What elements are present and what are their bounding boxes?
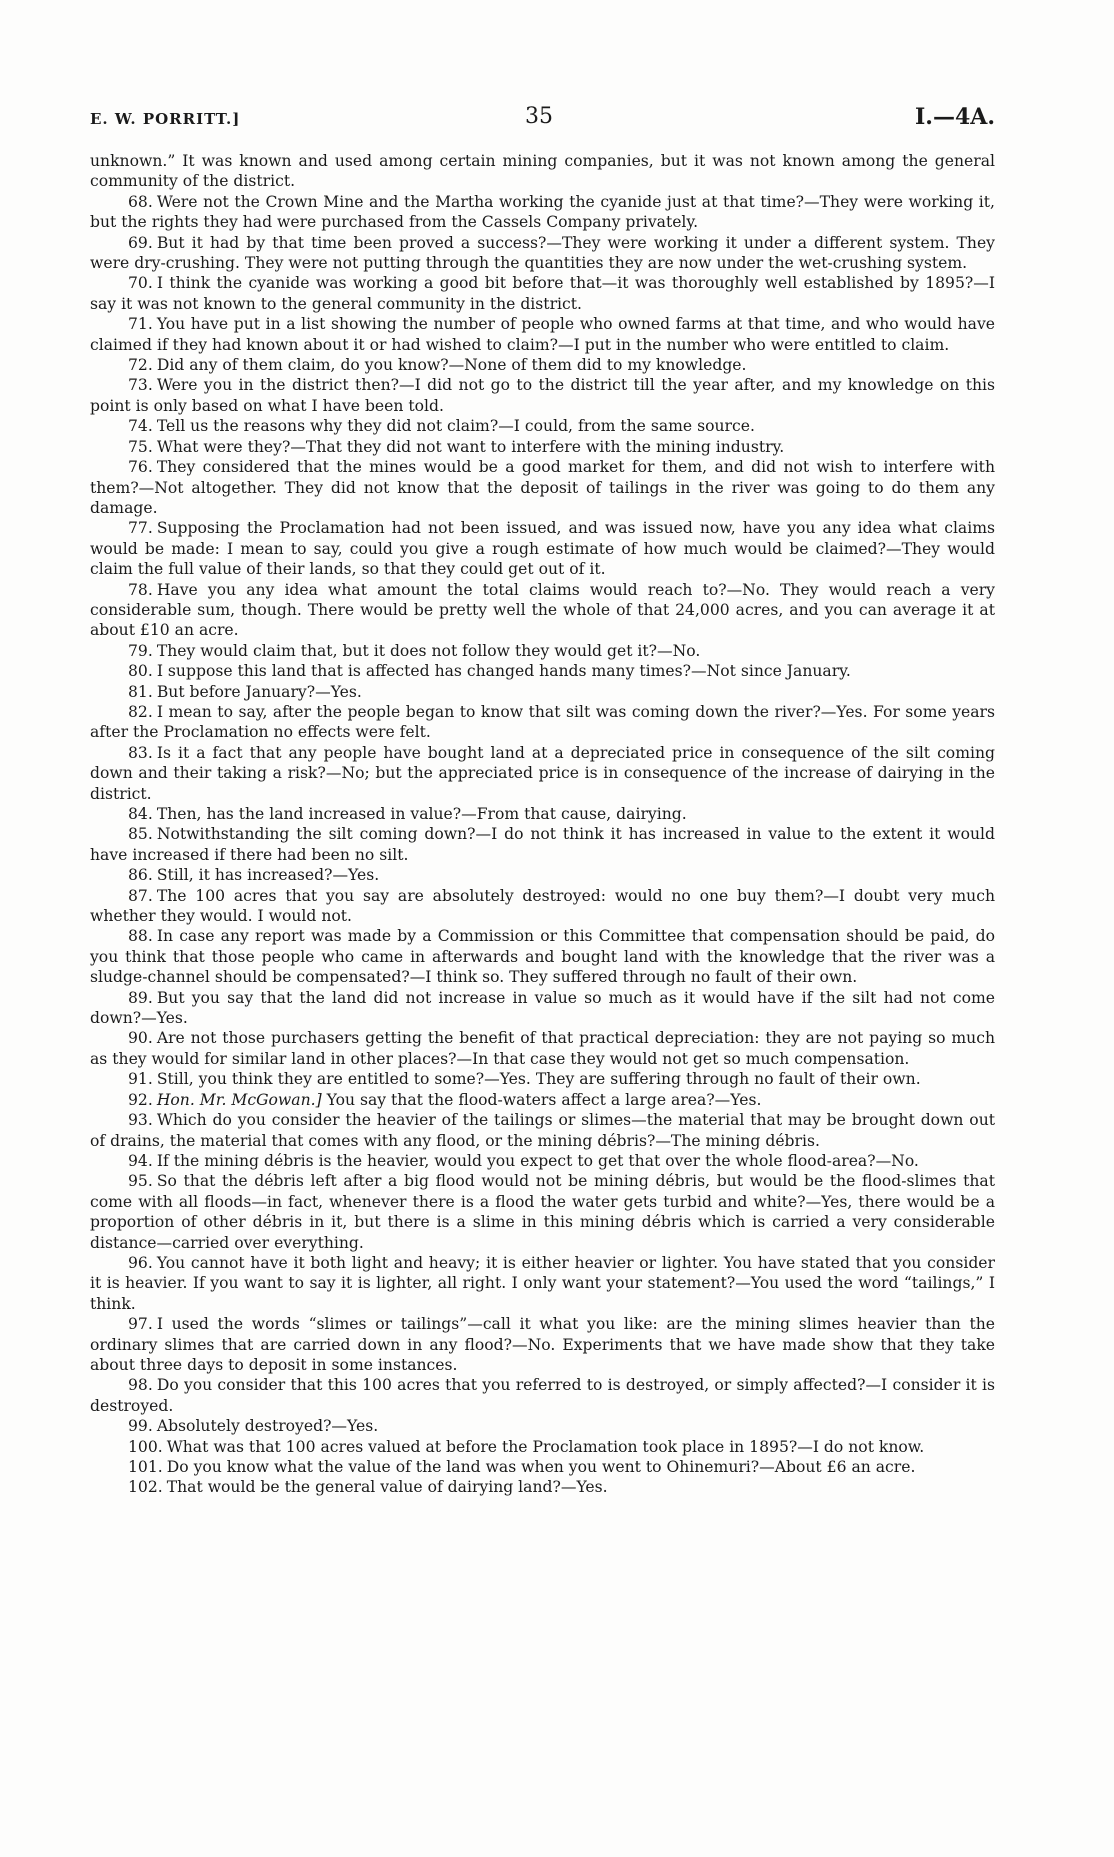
paragraph-text: I mean to say, after the people began to know that silt was coming down the river?—Yes. For some years after the Proclamation no effects were felt. xyxy=(90,702,995,742)
question-number: 86. xyxy=(128,866,153,885)
paragraph-text: Is it a fact that any people have bought land at a depreciated price in consequence of the silt coming down and their taking a risk?—No; but the appreciated price is in consequence of the increase of dairying in the district. xyxy=(90,743,995,803)
paragraph-text: But before January?—Yes. xyxy=(156,682,362,701)
page-header xyxy=(90,104,995,134)
testimony-paragraph xyxy=(90,457,995,518)
paragraph-text: Did any of them claim, do you know?—None of them did to my knowledge. xyxy=(156,356,747,375)
paragraph-text: Supposing the Proclamation had not been issued, and was issued now, have you any idea what claims would be made: I mean to say, could you give a rough estimate of how much would be claimed?—They would claim the full value of their lands, so that they could get out of it. xyxy=(90,519,995,579)
speaker-label: Hon. Mr. McGowan.] xyxy=(156,1090,322,1109)
question-number: 92. xyxy=(128,1090,153,1109)
testimony-paragraph xyxy=(90,314,995,355)
testimony-paragraph xyxy=(90,1171,995,1253)
question-number: 100. xyxy=(128,1437,163,1456)
testimony-paragraph xyxy=(90,1069,995,1089)
paragraph-text: What were they?—That they did not want to interfere with the mining industry. xyxy=(156,437,785,456)
paragraph-text: I suppose this land that is affected has changed hands many times?—Not since January. xyxy=(156,662,851,681)
testimony-paragraph xyxy=(90,1110,995,1151)
paragraph-text: Do you know what the value of the land was when you went to Ohinemuri?—About £6 an acre. xyxy=(166,1458,916,1476)
testimony-paragraph xyxy=(90,192,995,233)
question-number: 84. xyxy=(128,805,153,823)
witness-name: E. W. PORRITT.] xyxy=(90,110,241,128)
question-number: 93. xyxy=(128,1111,153,1130)
testimony-paragraph xyxy=(90,437,995,457)
paragraph-text: But you say that the land did not increase in value so much as it would have if the silt had not come down?—Yes. xyxy=(90,988,995,1028)
paragraph-text: Still, it has increased?—Yes. xyxy=(156,866,380,885)
testimony-paragraph xyxy=(90,804,995,824)
testimony-paragraph xyxy=(90,355,995,375)
paragraph-text: Have you any idea what amount the total claims would reach to?—No. They would reach a very considerable sum, though. There would be pretty well the whole of that 24,000 acres, and you can average it at about £10 an acre. xyxy=(90,580,995,640)
paragraph-text: They considered that the mines would be a good market for them, and did not wish to interfere with them?—Not altogether. They did not know that the deposit of tailings in the river was going to do them any damage. xyxy=(90,458,995,517)
testimony-paragraph xyxy=(90,1375,995,1416)
question-number: 94. xyxy=(128,1151,153,1170)
paragraph-text: Absolutely destroyed?—Yes. xyxy=(156,1417,379,1436)
testimony-paragraph xyxy=(90,702,995,743)
question-number: 79. xyxy=(128,641,153,660)
question-number: 76. xyxy=(128,458,153,477)
testimony-paragraph xyxy=(90,1090,995,1110)
paragraph-text: Still, you think they are entitled to some?—Yes. They are suffering through no fault of their own. xyxy=(156,1070,921,1089)
document-body xyxy=(90,151,995,1498)
testimony-paragraph xyxy=(90,233,995,274)
testimony-paragraph xyxy=(90,1416,995,1436)
paragraph-text: You cannot have it both light and heavy; it is either heavier or lighter. You have stated that you consider it is heavier. If you want to say it is lighter, all right. I only want your statement?—You used the word “tailings,” I think. xyxy=(90,1253,995,1313)
testimony-paragraph xyxy=(90,641,995,661)
paragraph-text: You have put in a list showing the number of people who owned farms at that time, and who would have claimed if they had known about it or had wished to claim?—I put in the number who were entitled to claim. xyxy=(90,315,995,354)
question-number: 98. xyxy=(128,1376,153,1395)
paragraph-text: Tell us the reasons why they did not claim?—I could, from the same source. xyxy=(156,417,755,436)
question-number: 90. xyxy=(128,1029,153,1048)
paragraph-text: Notwithstanding the silt coming down?—I do not think it has increased in value to the extent it would have increased if there had been no silt. xyxy=(90,825,995,864)
testimony-paragraph xyxy=(90,743,995,804)
testimony-paragraph xyxy=(90,886,995,927)
paragraph-text: Which do you consider the heavier of the tailings or slimes—the material that may be brought down out of drains, the material that comes with any flood, or the mining débris?—The mining débris. xyxy=(90,1111,995,1150)
paragraph-text: Were you in the district then?—I did not go to the district till the year after, and my knowledge on this point is only based on what I have been told. xyxy=(90,376,995,415)
question-number: 87. xyxy=(128,886,153,905)
question-number: 82. xyxy=(128,702,153,721)
testimony-paragraph xyxy=(90,1477,995,1497)
question-number: 102. xyxy=(128,1478,163,1497)
question-number: 71. xyxy=(128,315,153,334)
testimony-paragraph xyxy=(90,273,995,314)
paragraph-text: But it had by that time been proved a success?—They were working it under a different system. They were dry-crushing. They were not putting through the quantities they are now under the wet-crushing system. xyxy=(90,233,995,273)
testimony-paragraph xyxy=(90,1151,995,1171)
question-number: 91. xyxy=(128,1070,153,1089)
question-number: 101. xyxy=(128,1458,163,1476)
testimony-paragraph xyxy=(90,1437,995,1457)
question-number: 69. xyxy=(128,233,153,252)
question-number: 75. xyxy=(128,437,153,456)
testimony-paragraph xyxy=(90,824,995,865)
document-reference: I.—4A. xyxy=(915,104,995,130)
question-number: 89. xyxy=(128,988,153,1007)
paragraph-text: I used the words “slimes or tailings”—call it what you like: are the mining slimes heavier than the ordinary slimes that are carried down in any flood?—No. Experiments that we have made show that they take about three days to deposit in some instances. xyxy=(90,1315,995,1374)
paragraph-text: The 100 acres that you say are absolutely destroyed: would no one buy them?—I doubt very much whether they would. I would not. xyxy=(90,886,995,926)
page-number: 35 xyxy=(525,104,553,129)
question-number: 74. xyxy=(128,417,153,436)
paragraph-text: That would be the general value of dairying land?—Yes. xyxy=(166,1478,608,1497)
testimony-paragraph xyxy=(90,151,995,192)
testimony-paragraph xyxy=(90,988,995,1029)
paragraph-text: I think the cyanide was working a good bit before that—it was thoroughly well established by 1895?—I say it was not known to the general community in the district. xyxy=(90,274,995,313)
question-number: 95. xyxy=(128,1172,153,1191)
question-number: 85. xyxy=(128,825,153,844)
paragraph-text: They would claim that, but it does not follow they would get it?—No. xyxy=(156,641,701,660)
testimony-paragraph xyxy=(90,1253,995,1314)
paragraph-text: So that the débris left after a big flood would not be mining débris, but would be the flood-slimes that come with all floods—in fact, whenever there is a flood the water gets turbid and white?—Yes, there would be a proportion of other débris in it, but there is a slime in this mining débris which is carried a very considerable distance—carried over everything. xyxy=(90,1172,995,1252)
testimony-paragraph xyxy=(90,661,995,681)
question-number: 88. xyxy=(128,927,153,946)
question-number: 99. xyxy=(128,1417,153,1436)
testimony-paragraph xyxy=(90,1314,995,1375)
testimony-paragraph xyxy=(90,580,995,641)
question-number: 68. xyxy=(128,192,153,211)
question-number: 83. xyxy=(128,743,153,762)
question-number: 96. xyxy=(128,1253,153,1272)
paragraph-text: Then, has the land increased in value?—From that cause, dairying. xyxy=(156,805,687,823)
paragraph-text: unknown.” It was known and used among certain mining companies, but it was not known among the general community of the district. xyxy=(90,152,995,191)
paragraph-text: You say that the flood-waters affect a large area?—Yes. xyxy=(326,1090,762,1109)
testimony-paragraph xyxy=(90,1457,995,1477)
question-number: 97. xyxy=(128,1315,153,1334)
question-number: 77. xyxy=(128,519,153,538)
testimony-paragraph xyxy=(90,865,995,885)
question-number: 73. xyxy=(128,376,153,395)
testimony-paragraph xyxy=(90,375,995,416)
question-number: 80. xyxy=(128,662,153,681)
paragraph-text: Are not those purchasers getting the benefit of that practical depreciation: they are not paying so much as they would for similar land in other places?—In that case they would not get so much compensation. xyxy=(90,1029,995,1068)
testimony-paragraph xyxy=(90,682,995,702)
question-number: 78. xyxy=(128,580,153,599)
testimony-paragraph xyxy=(90,518,995,579)
paragraph-text: If the mining débris is the heavier, would you expect to get that over the whole flood-area?—No. xyxy=(156,1151,919,1170)
paragraph-text: Do you consider that this 100 acres that you referred to is destroyed, or simply affected?—I consider it is destroyed. xyxy=(90,1376,995,1415)
testimony-paragraph xyxy=(90,1028,995,1069)
question-number: 70. xyxy=(128,274,153,293)
question-number: 81. xyxy=(128,682,153,701)
testimony-paragraph xyxy=(90,926,995,987)
paragraph-text: In case any report was made by a Commission or this Committee that compensation should be paid, do you think that those people who came in afterwards and bought land with the knowledge that the river was a sludge-channel should be compensated?—I think so. They suffered through no fault of their own. xyxy=(90,927,995,987)
testimony-paragraph xyxy=(90,416,995,436)
question-number: 72. xyxy=(128,356,153,375)
paragraph-text: What was that 100 acres valued at before the Proclamation took place in 1895?—I do not know. xyxy=(166,1437,925,1456)
paragraph-text: Were not the Crown Mine and the Martha working the cyanide just at that time?—They were working it, but the rights they had were purchased from the Cassels Company privately. xyxy=(90,192,995,232)
